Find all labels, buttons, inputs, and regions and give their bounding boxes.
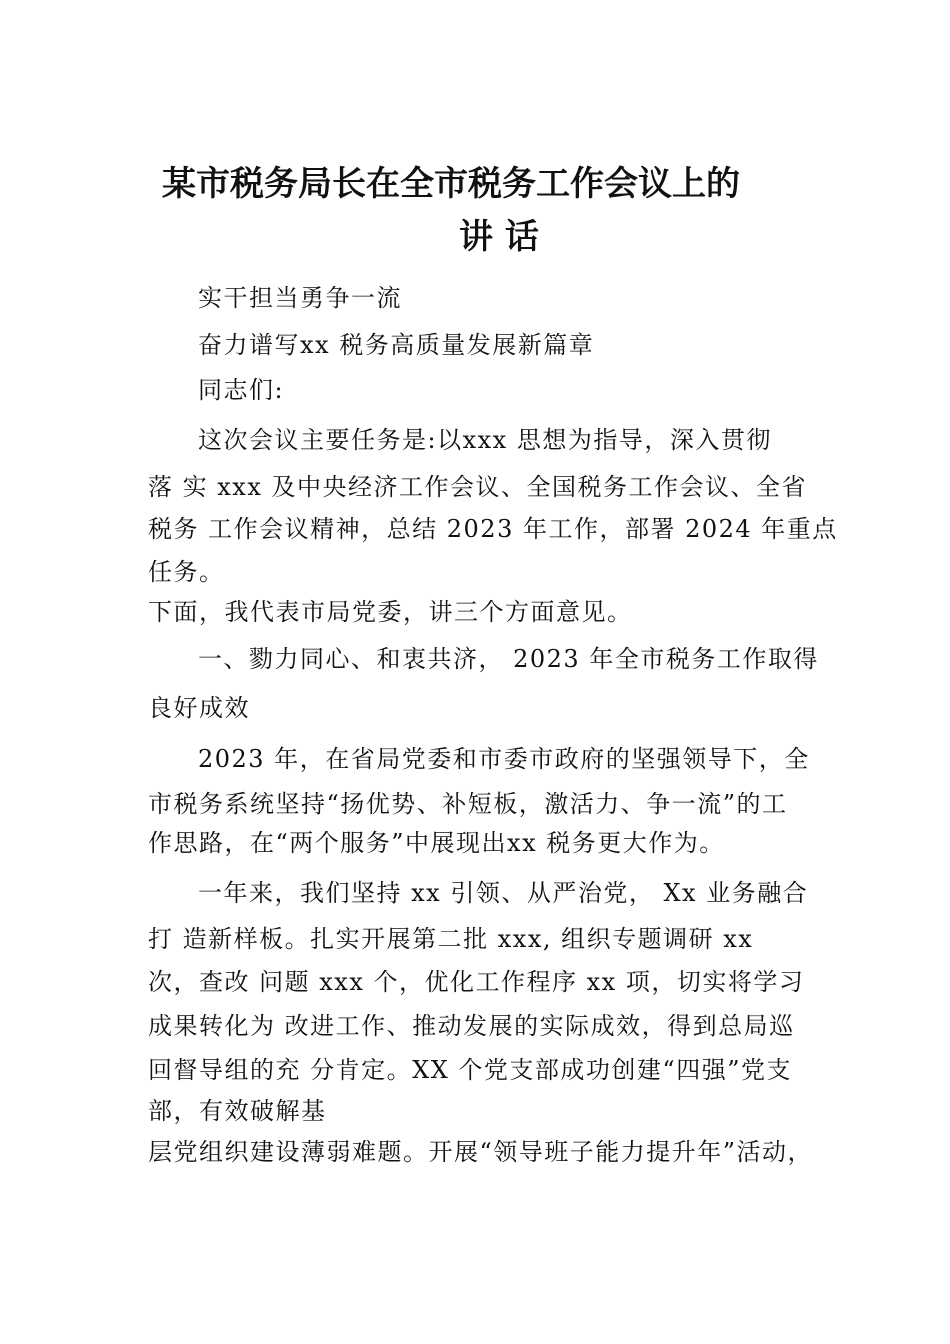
section-heading-line-1: 一、勠力同心、和衷共济， 2023 年全市税务工作取得 — [198, 645, 819, 673]
document-title-line-1: 某市税务局长在全市税务工作会议上的 — [162, 164, 740, 204]
paragraph-line: 落 实 xxx 及中央经济工作会议、全国税务工作会议、全省 — [148, 473, 807, 501]
paragraph-line: 次，查改 问题 xxx 个，优化工作程序 xx 项，切实将学习 — [148, 968, 805, 996]
paragraph-line: 打 造新样板。扎实开展第二批 xxx, 组织专题调研 xx — [148, 925, 754, 953]
document-title-line-2: 讲 话 — [459, 217, 539, 257]
subtitle-line-1: 实干担当勇争一流 — [198, 284, 402, 312]
paragraph-line: 部，有效破解基 — [148, 1097, 327, 1125]
paragraph-line: 一年来，我们坚持 xx 引领、从严治党， Xx 业务融合 — [198, 879, 809, 907]
paragraph-line: 2023 年，在省局党委和市委市政府的坚强领导下，全 — [198, 745, 810, 773]
paragraph-line: 下面，我代表市局党委，讲三个方面意见。 — [148, 598, 633, 626]
paragraph-line: 税务 工作会议精神，总结 2023 年工作，部署 2024 年重点 — [148, 515, 838, 543]
salutation: 同志们: — [198, 376, 285, 404]
paragraph-line: 层党组织建设薄弱难题。开展“领导班子能力提升年”活动， — [148, 1138, 814, 1166]
paragraph-line: 作思路，在“两个服务”中展现出xx 税务更大作为。 — [148, 829, 725, 857]
paragraph-line: 成果转化为 改进工作、推动发展的实际成效，得到总局巡 — [148, 1012, 795, 1040]
paragraph-line: 这次会议主要任务是:以xxx 思想为指导，深入贯彻 — [198, 426, 772, 454]
paragraph-line: 任务。 — [148, 558, 225, 586]
paragraph-line: 市税务系统坚持“扬优势、补短板，激活力、争一流”的工 — [148, 790, 788, 818]
subtitle-line-2: 奋力谱写xx 税务高质量发展新篇章 — [198, 331, 595, 359]
section-heading-line-2: 良好成效 — [148, 694, 250, 722]
paragraph-line: 回督导组的充 分肯定。XX 个党支部成功创建“四强”党支 — [148, 1056, 792, 1084]
